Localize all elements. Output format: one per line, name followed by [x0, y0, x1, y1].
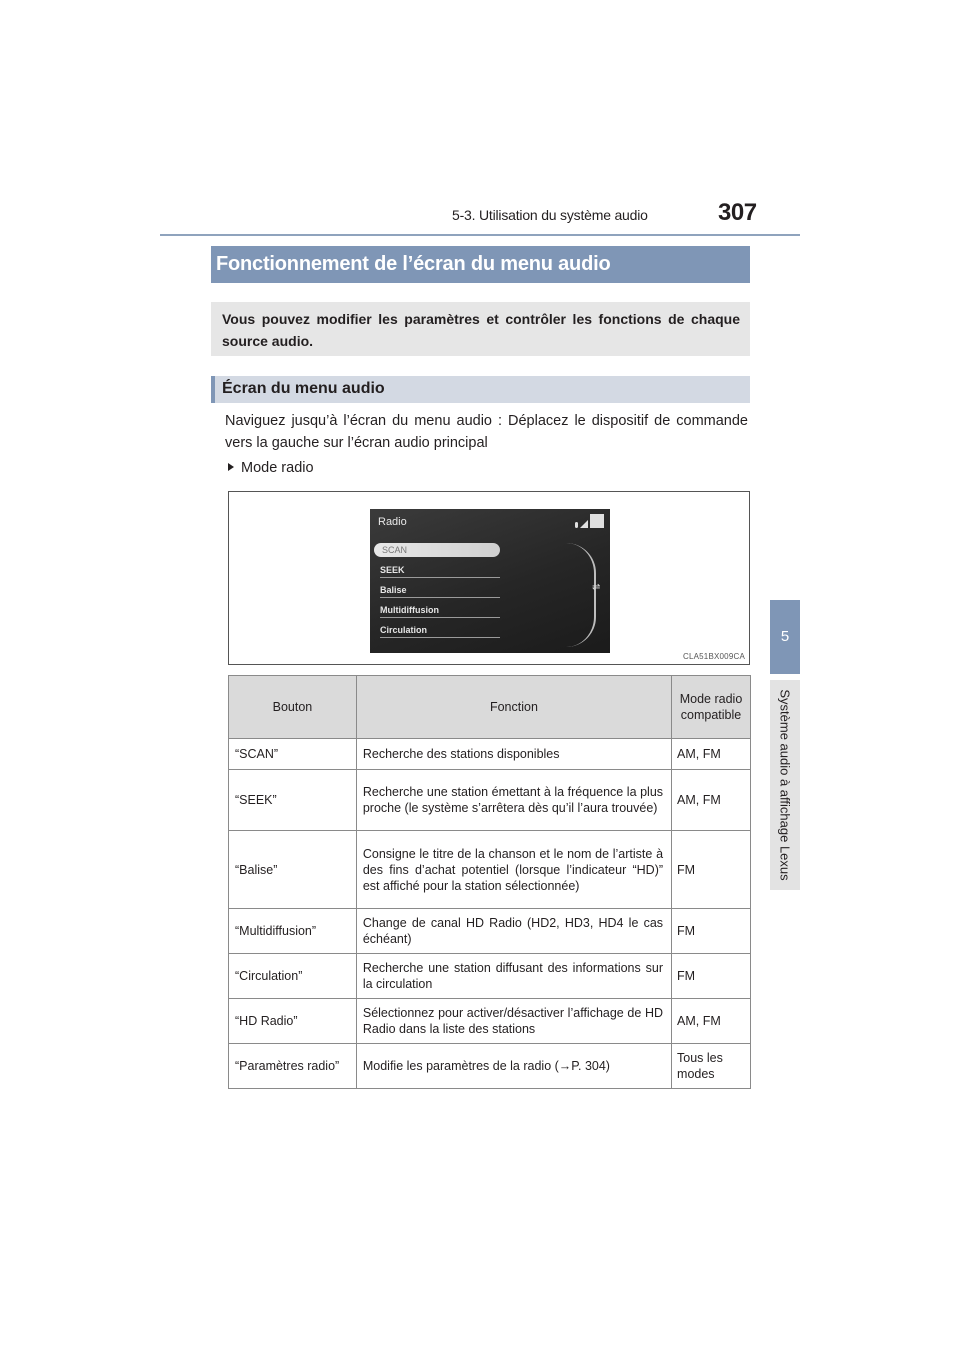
cell-mode: FM: [672, 831, 751, 909]
table-row: [229, 831, 751, 909]
header-rule: [160, 234, 800, 236]
table-row: [229, 770, 751, 831]
cell-button: “Paramètres radio”: [229, 1044, 357, 1089]
signal-bars-icon: [580, 520, 588, 528]
header-button: Bouton: [229, 676, 357, 739]
battery-icon: [590, 514, 604, 528]
cell-function: Sélectionnez pour activer/désactiver l’affichage de HD Radio dans la liste des stations: [356, 999, 671, 1044]
subsection-bar: [211, 376, 750, 403]
running-head: 5-3. Utilisation du système audio: [452, 207, 648, 223]
subsection-title: Écran du menu audio: [222, 380, 385, 397]
mode-label: Mode radio: [241, 460, 314, 476]
cell-function: Recherche des stations disponibles: [356, 739, 671, 770]
section-title-bar: [211, 246, 750, 283]
header-mode: Mode radio compatible: [672, 676, 751, 739]
back-arrow-icon: ⇌: [592, 582, 601, 593]
status-icons: [575, 514, 604, 528]
signal-icon: [575, 522, 578, 528]
menu-item-seek[interactable]: SEEK: [380, 565, 500, 578]
scroll-arc: [566, 543, 596, 647]
cell-function: Modifie les paramètres de la radio (→P. 304): [356, 1044, 671, 1089]
section-title: Fonctionnement de l’écran du menu audio: [216, 253, 611, 275]
cell-button: “Balise”: [229, 831, 357, 909]
cell-mode: FM: [672, 909, 751, 954]
page-number: 307: [718, 199, 757, 226]
side-tab-chapter-label: Système audio à affichage Lexus: [777, 689, 793, 881]
menu-item-circulation[interactable]: Circulation: [380, 625, 500, 638]
navigation-instructions: Naviguez jusqu’à l’écran du menu audio : Déplacez le dispositif de commande vers la gauche sur l’écran audio principal: [225, 413, 748, 451]
cell-mode: Tous les modes: [672, 1044, 751, 1089]
menu-item-multidiffusion[interactable]: Multidiffusion: [380, 605, 500, 618]
cell-function: Change de canal HD Radio (HD2, HD3, HD4 le cas échéant): [356, 909, 671, 954]
menu-item-balise[interactable]: Balise: [380, 585, 500, 598]
radio-screen-figure: [228, 491, 750, 665]
cell-function: Recherche une station diffusant des informations sur la circulation: [356, 954, 671, 999]
radio-screen: [370, 509, 610, 653]
cell-mode: FM: [672, 954, 751, 999]
side-tab-chapter: [770, 680, 800, 890]
header-function: Fonction: [356, 676, 671, 739]
cell-button: “HD Radio”: [229, 999, 357, 1044]
cell-function: Recherche une station émettant à la fréquence la plus proche (le système s’arrêtera dès qu’il l’aura trouvée): [356, 770, 671, 831]
menu-item-scan[interactable]: SCAN: [374, 543, 500, 557]
table-header-row: [229, 676, 751, 739]
cell-button: “Multidiffusion”: [229, 909, 357, 954]
function-table: [228, 675, 751, 1089]
cell-button: “Circulation”: [229, 954, 357, 999]
cell-mode: AM, FM: [672, 999, 751, 1044]
mode-bullet: [228, 460, 314, 476]
cell-button: “SEEK”: [229, 770, 357, 831]
table-row: [229, 739, 751, 770]
table-row: [229, 909, 751, 954]
triangle-bullet-icon: [228, 463, 234, 471]
cell-mode: AM, FM: [672, 739, 751, 770]
table-row: [229, 999, 751, 1044]
subsection-accent: [211, 376, 215, 403]
table-row: [229, 1044, 751, 1089]
side-tab-number: 5: [770, 600, 800, 674]
cell-button: “SCAN”: [229, 739, 357, 770]
table-row: [229, 954, 751, 999]
screen-title: Radio: [378, 516, 407, 528]
cell-function: Consigne le titre de la chanson et le nom de l’artiste à des fins d’achat potentiel (lorsque l’indicateur “HD)” est affiché pour la station sélectionnée): [356, 831, 671, 909]
cell-mode: AM, FM: [672, 770, 751, 831]
figure-code: CLA51BX009CA: [683, 652, 745, 661]
intro-box: Vous pouvez modifier les paramètres et contrôler les fonctions de chaque source audio.: [211, 302, 750, 356]
